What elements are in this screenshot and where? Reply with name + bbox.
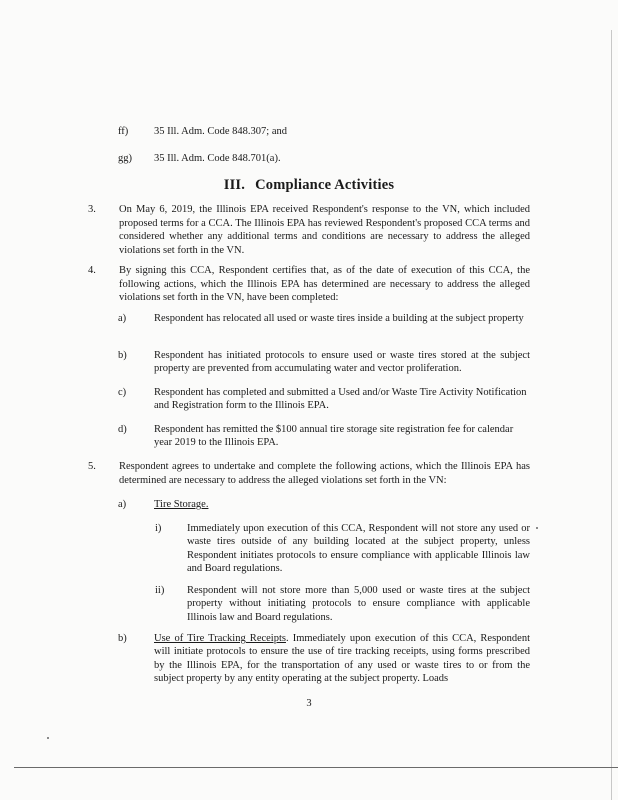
list-item-text: 35 Ill. Adm. Code 848.307; and — [154, 126, 287, 137]
item-text — [154, 632, 530, 686]
item-text: Respondent has remitted the $100 annual tire storage site registration fee for calendar year 2019 to the Illinois EPA. — [154, 424, 514, 449]
item-label: c) — [118, 387, 127, 398]
scan-speck — [536, 527, 538, 529]
list-item-label: ff) — [118, 126, 129, 137]
item-text: Respondent has relocated all used or waste tires inside a building at the subject property — [154, 313, 524, 324]
item-label: d) — [118, 424, 127, 435]
item-label: a) — [118, 499, 127, 510]
paragraph-text: Respondent agrees to undertake and complete the following actions, which the Illinois EPA has determined are necessary to address the alleged violations set forth in the VN: — [119, 461, 530, 486]
list-item-text: 35 Ill. Adm. Code 848.701(a). — [154, 153, 281, 164]
item-heading: Tire Storage. — [154, 499, 209, 510]
item-text: Respondent has initiated protocols to ensure used or waste tires stored at the subject property are prevented from accumulating water and vector proliferation. — [154, 350, 530, 375]
item-label: b) — [118, 350, 127, 361]
page-number: 3 — [306, 698, 312, 709]
section-number: III. — [223, 177, 246, 193]
section-heading — [0, 177, 618, 194]
paragraph-text: On May 6, 2019, the Illinois EPA received Respondent's response to the VN, which included proposed terms for a CCA. The Illinois EPA has reviewed Respondent's proposed CCA terms and considered whether any additional terms and conditions are necessary to address the alleged violations set forth in the VN. — [119, 204, 530, 256]
bottom-border-line — [14, 767, 618, 768]
paragraph-number: 4. — [88, 265, 96, 276]
paragraph-number: 5. — [88, 461, 96, 472]
scan-speck — [47, 737, 49, 739]
item-label: a) — [118, 313, 127, 324]
item-heading: Use of Tire Tracking Receipts — [154, 633, 286, 644]
item-label: i) — [155, 523, 162, 534]
item-text: Respondent has completed and submitted a Used and/or Waste Tire Activity Notification and Registration form to the Illinois EPA. — [154, 387, 527, 412]
item-text: Immediately upon execution of this CCA, Respondent will not store any used or waste tires outside of any building located at the subject property, unless Respondent initiates protocols to ensure compliance with applicable Illinois law and Board regulations. — [187, 523, 530, 575]
list-item-label: gg) — [118, 153, 132, 164]
item-body: . Immediately upon execution of this CCA, Respondent will initiate protocols to ensure the use of tire tracking receipts, using forms prescribed by the Illinois EPA, for the transportation of any used or waste tires to or from the subject property by any entity operating at the subject property. Loads — [154, 633, 530, 685]
item-text: Respondent will not store more than 5,000 used or waste tires at the subject property without initiating protocols to ensure compliance with applicable Illinois law and Board regulations. — [187, 585, 530, 623]
item-label: ii) — [155, 585, 165, 596]
section-title: Compliance Activities — [255, 177, 395, 193]
paragraph-number: 3. — [88, 204, 96, 215]
paragraph-text: By signing this CCA, Respondent certifies that, as of the date of execution of this CCA, the following actions, which the Illinois EPA has determined are necessary to address the alleged violations set forth in the VN, have been completed: — [119, 265, 530, 304]
item-label: b) — [118, 633, 127, 644]
scan-edge-line — [611, 30, 612, 800]
